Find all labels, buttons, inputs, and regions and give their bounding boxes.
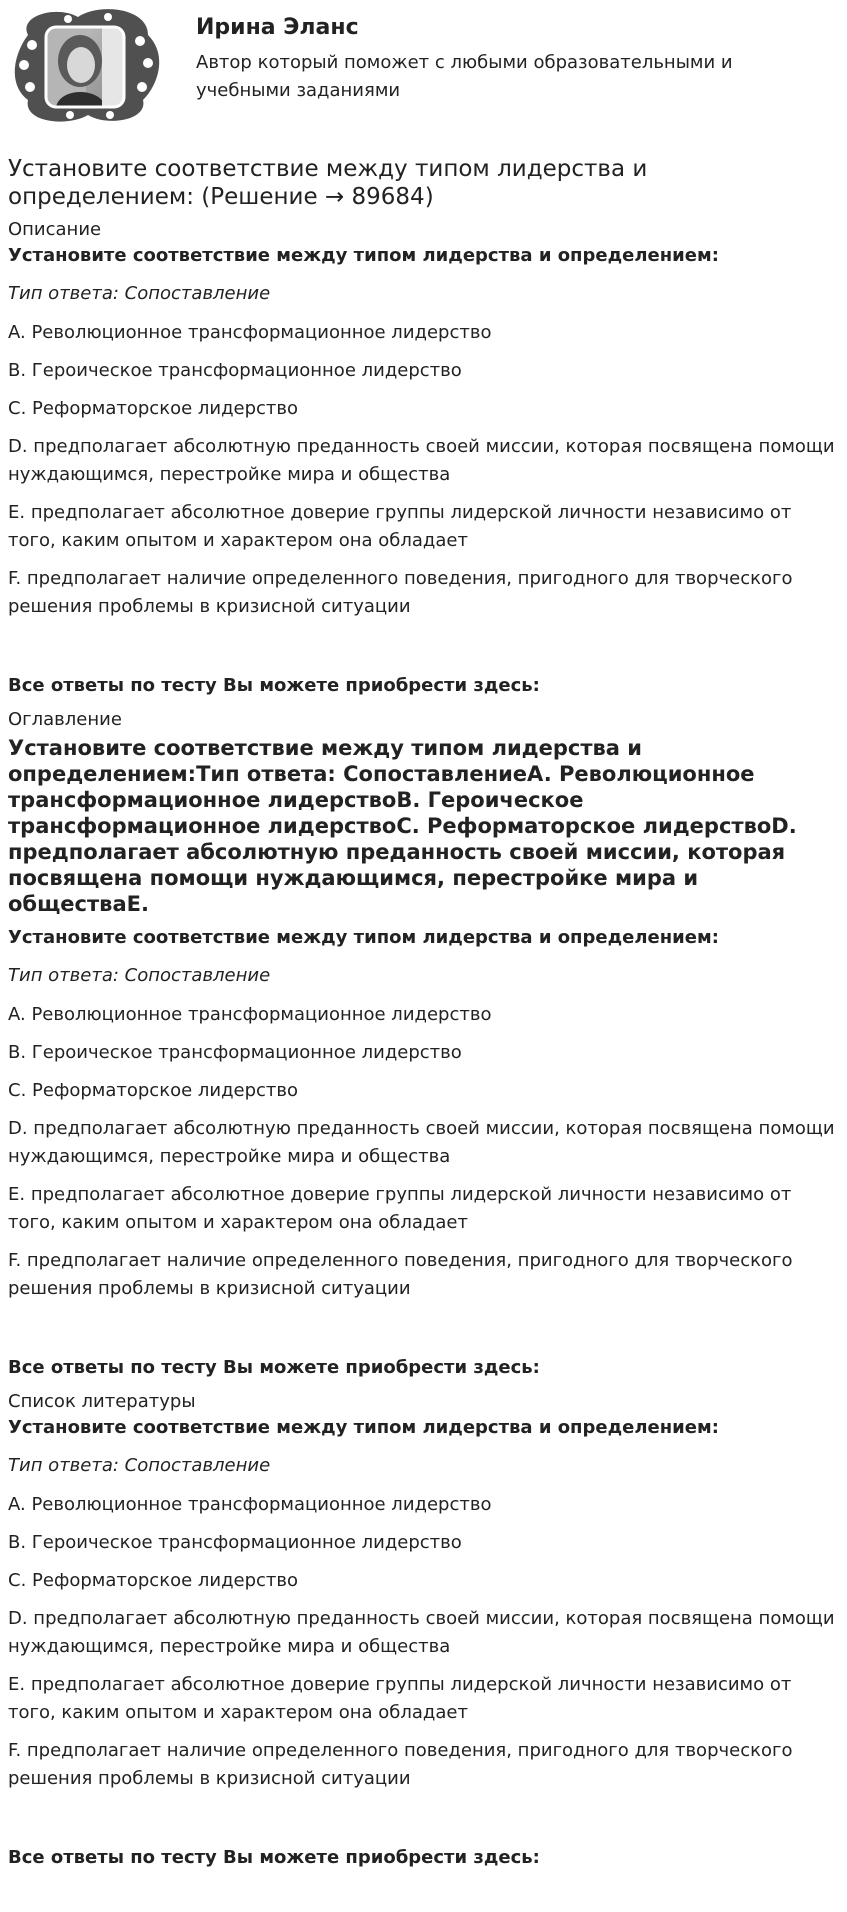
option-e: E. предполагает абсолютное доверие группы лидерской личности независимо от того, каким опытом и характером она обладает [8,502,792,551]
option-f: F. предполагает наличие определенного поведения, пригодного для творческого решения проблемы в кризисной ситуации [8,1740,793,1789]
question-title: Установите соответствие между типом лидерства и определением: [8,1417,719,1438]
page-title: Установите соответствие между типом лидерства и определением: (Решение → 89684) [8,156,648,210]
option-b: B. Героическое трансформационное лидерство [8,360,462,381]
option-c: C. Реформаторское лидерство [8,1570,299,1591]
question-title: Установите соответствие между типом лидерства и определением: [8,245,719,266]
buy-answers-text: Все ответы по тесту Вы можете приобрести здесь: [8,1847,540,1868]
buy-answers-text: Все ответы по тесту Вы можете приобрести здесь: [8,1357,540,1378]
references-section [8,1389,839,1871]
option-f: F. предполагает наличие определенного поведения, пригодного для творческого решения проблемы в кризисной ситуации [8,568,793,617]
description-label: Описание [8,219,102,240]
option-a: A. Революционное трансформационное лидерство [8,1494,492,1515]
answer-type: Тип ответа: Сопоставление [8,283,271,304]
option-a: A. Революционное трансформационное лидерство [8,1004,492,1025]
option-d: D. предполагает абсолютную преданность своей миссии, которая посвящена помощи нуждающимся, перестройке мира и общества [8,436,835,485]
contents-label: Оглавление [8,709,122,730]
option-d: D. предполагает абсолютную преданность своей миссии, которая посвящена помощи нуждающимся, перестройке мира и общества [8,1118,835,1167]
contents-heading: Установите соответствие между типом лидерства и определением:Тип ответа: СопоставлениеA. Революционное трансформационное лидерствоB. Героическое трансформационное лидерствоC. Реформаторское лидерствоD. предполагает абсолютную преданность своей миссии, которая посвящена помощи нуждающимся, перестройке мира и обществаE. [8,736,797,916]
references-label: Список литературы [8,1391,196,1412]
author-info [196,5,796,105]
description-section [8,217,839,699]
question-title: Установите соответствие между типом лидерства и определением: [8,927,719,948]
option-c: C. Реформаторское лидерство [8,1080,299,1101]
option-c: C. Реформаторское лидерство [8,398,299,419]
option-a: A. Революционное трансформационное лидерство [8,322,492,343]
option-b: B. Героическое трансформационное лидерство [8,1532,462,1553]
option-d: D. предполагает абсолютную преданность своей миссии, которая посвящена помощи нуждающимся, перестройке мира и общества [8,1608,835,1657]
option-e: E. предполагает абсолютное доверие группы лидерской личности независимо от того, каким опытом и характером она обладает [8,1674,792,1723]
buy-answers-text: Все ответы по тесту Вы можете приобрести здесь: [8,675,540,696]
author-name[interactable]: Ирина Эланс [196,15,359,40]
author-card [8,0,839,145]
option-b: B. Героическое трансформационное лидерство [8,1042,462,1063]
answer-type: Тип ответа: Сопоставление [8,1455,271,1476]
option-f: F. предполагает наличие определенного поведения, пригодного для творческого решения проблемы в кризисной ситуации [8,1250,793,1299]
author-description: Автор который поможет с любыми образовательными и учебными заданиями [196,52,733,101]
answer-type: Тип ответа: Сопоставление [8,965,271,986]
film-frame-avatar-image [8,5,168,125]
contents-section [8,707,839,1381]
avatar[interactable] [8,5,168,125]
option-e: E. предполагает абсолютное доверие группы лидерской личности независимо от того, каким опытом и характером она обладает [8,1184,792,1233]
